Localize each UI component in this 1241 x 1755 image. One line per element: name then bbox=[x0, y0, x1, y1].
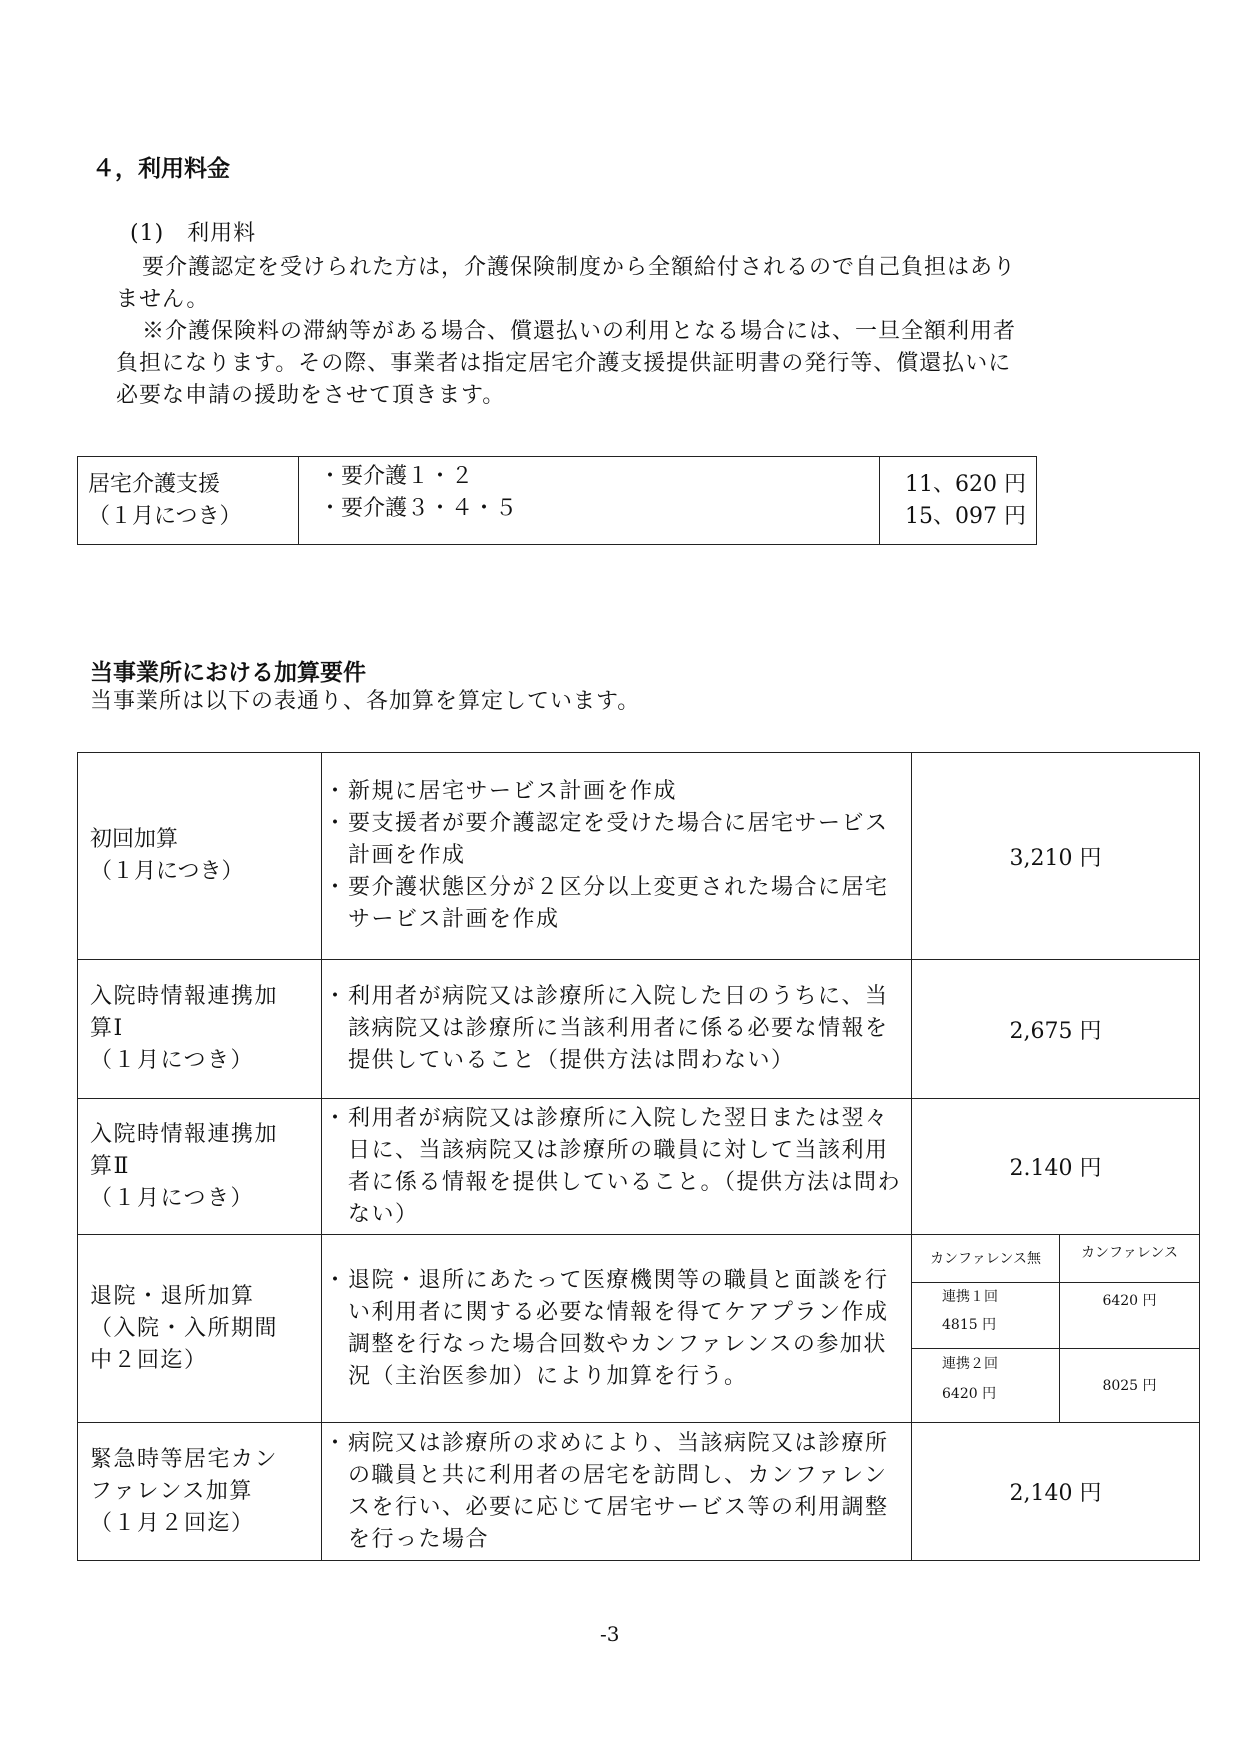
sub-cell-r1-conf: 6420 円 bbox=[1060, 1283, 1200, 1349]
fee-levels-cell bbox=[299, 457, 880, 545]
addition-name-cell bbox=[78, 753, 322, 960]
condition-item: ・ 利用者が病院又は診療所に入院した日のうちに、当該病院又は診療所に当該利用者に係る必要な情報を提供していること（提供方法は問わない） bbox=[330, 981, 901, 1077]
paragraph-reimbursement bbox=[116, 316, 1016, 412]
addition-row-emergency-conference bbox=[78, 1423, 1200, 1561]
sub-amount: 6420 円 bbox=[942, 1386, 997, 1402]
condition-item: ・ 利用者が病院又は診療所に入院した翌日または翌々日に、当該病院又は診療所の職員に対して当該利用者に係る情報を提供していること。（提供方法は問わない） bbox=[330, 1103, 901, 1231]
addition-conditions-cell bbox=[322, 960, 912, 1099]
sub-amount: 4815 円 bbox=[942, 1317, 997, 1333]
sub-cell-r1-no-conf bbox=[912, 1283, 1060, 1349]
condition-item: ・ 要支援者が要介護認定を受けた場合に居宅サービス計画を作成 bbox=[330, 808, 901, 872]
addition-name-cont: 中２回迄） bbox=[90, 1347, 208, 1373]
addition-name-cont: 算Ⅰ bbox=[90, 1016, 124, 1041]
paragraph-line: ません。 bbox=[116, 287, 210, 312]
condition-item: ・ 退院・退所にあたって医療機関等の職員と面談を行い利用者に関する必要な情報を得てケアプラン作成調整を行なった場合回数やカンファレンスの参加状況（主治医参加）により加算を行う。 bbox=[330, 1265, 901, 1393]
subheader-no-conference: カンファレンス無 bbox=[912, 1235, 1060, 1283]
fee-row bbox=[78, 457, 1037, 545]
paragraph-line: 負担になります。その際、事業者は指定居宅介護支援提供証明書の発行等、償還払いに bbox=[116, 351, 1012, 376]
addition-row-initial bbox=[78, 753, 1200, 960]
condition-item: ・ 病院又は診療所の求めにより、当該病院又は診療所の職員と共に利用者の居宅を訪問し、カンファレンスを行い、必要に応じて居宅サービス等の利用調整を行った場合 bbox=[330, 1428, 901, 1556]
addition-amount: 2.140 円 bbox=[912, 1099, 1200, 1235]
addition-conditions-cell bbox=[322, 1235, 912, 1423]
addition-amount: 2,675 円 bbox=[912, 960, 1200, 1099]
addition-amount: 3,210 円 bbox=[912, 753, 1200, 960]
addition-unit: （１月につき） bbox=[90, 1185, 255, 1211]
addition-unit: （１月につき） bbox=[90, 1048, 255, 1073]
fee-amounts-cell bbox=[880, 457, 1037, 545]
fee-label: 居宅介護支援 bbox=[88, 471, 221, 497]
paragraph-line: 必要な申請の援助をさせて頂きます。 bbox=[116, 383, 506, 408]
condition-item: ・ 要介護状態区分が２区分以上変更された場合に居宅サービス計画を作成 bbox=[330, 872, 901, 936]
fee-label-cell bbox=[78, 457, 299, 545]
addition-name: 初回加算 bbox=[90, 827, 179, 852]
addition-unit: （１月２回迄） bbox=[90, 1510, 255, 1536]
sub-cell-r2-conf: 8025 円 bbox=[1060, 1349, 1200, 1423]
paragraph-self-pay bbox=[116, 252, 1016, 316]
fee-level: ・要介護１・２ bbox=[319, 464, 474, 489]
addition-name: 退院・退所加算 bbox=[90, 1283, 255, 1309]
paragraph-line: ※介護保険料の滞納等がある場合、償還払いの利用となる場合には、一旦全額利用者 bbox=[142, 319, 1017, 344]
addition-row-discharge bbox=[78, 1235, 1200, 1283]
addition-name: 入院時情報連携加 bbox=[90, 984, 279, 1009]
addition-conditions-cell bbox=[322, 1099, 912, 1235]
addition-conditions-cell bbox=[322, 753, 912, 960]
addition-name: 入院時情報連携加 bbox=[90, 1121, 279, 1147]
additions-table bbox=[77, 752, 1200, 1561]
addition-name-cell bbox=[78, 1235, 322, 1423]
sub-cell-r2-no-conf bbox=[912, 1349, 1060, 1423]
subheader-conference: カンファレンス bbox=[1060, 1235, 1200, 1283]
addition-name-cont: （入院・入所期間 bbox=[90, 1315, 279, 1341]
addition-row-admission-2 bbox=[78, 1099, 1200, 1235]
fee-label-unit: （１月につき） bbox=[88, 503, 242, 529]
condition-item: ・ 新規に居宅サービス計画を作成 bbox=[330, 776, 901, 808]
sub-label: 連携１回 bbox=[942, 1289, 998, 1305]
addition-row-admission-1 bbox=[78, 960, 1200, 1099]
addition-amount: 2,140 円 bbox=[912, 1423, 1200, 1561]
addition-name-cell bbox=[78, 1099, 322, 1235]
addition-name-cont: ファレンス加算 bbox=[90, 1478, 253, 1504]
addition-name-cell bbox=[78, 1423, 322, 1561]
fee-table bbox=[77, 456, 1037, 545]
addition-unit: （１月につき） bbox=[90, 859, 244, 884]
fee-amount: 15、097 円 bbox=[905, 503, 1026, 529]
addition-name: 緊急時等居宅カン bbox=[90, 1446, 279, 1472]
additions-heading: 当事業所における加算要件 bbox=[90, 660, 366, 686]
addition-conditions-cell bbox=[322, 1423, 912, 1561]
section-heading: ４，利用料金 bbox=[92, 156, 230, 182]
sub-label: 連携２回 bbox=[942, 1356, 998, 1372]
additions-intro: 当事業所は以下の表通り、各加算を算定しています。 bbox=[90, 689, 641, 714]
paragraph-line: 要介護認定を受けられた方は，介護保険制度から全額給付されるので自己負担はあり bbox=[142, 255, 1017, 280]
fee-amount: 11、620 円 bbox=[905, 471, 1026, 497]
page-number: -3 bbox=[600, 1622, 620, 1646]
addition-name-cont: 算Ⅱ bbox=[90, 1153, 130, 1179]
fee-level: ・要介護３・４・５ bbox=[319, 496, 518, 521]
addition-name-cell bbox=[78, 960, 322, 1099]
subsection-heading: (1) 利用料 bbox=[130, 221, 257, 246]
